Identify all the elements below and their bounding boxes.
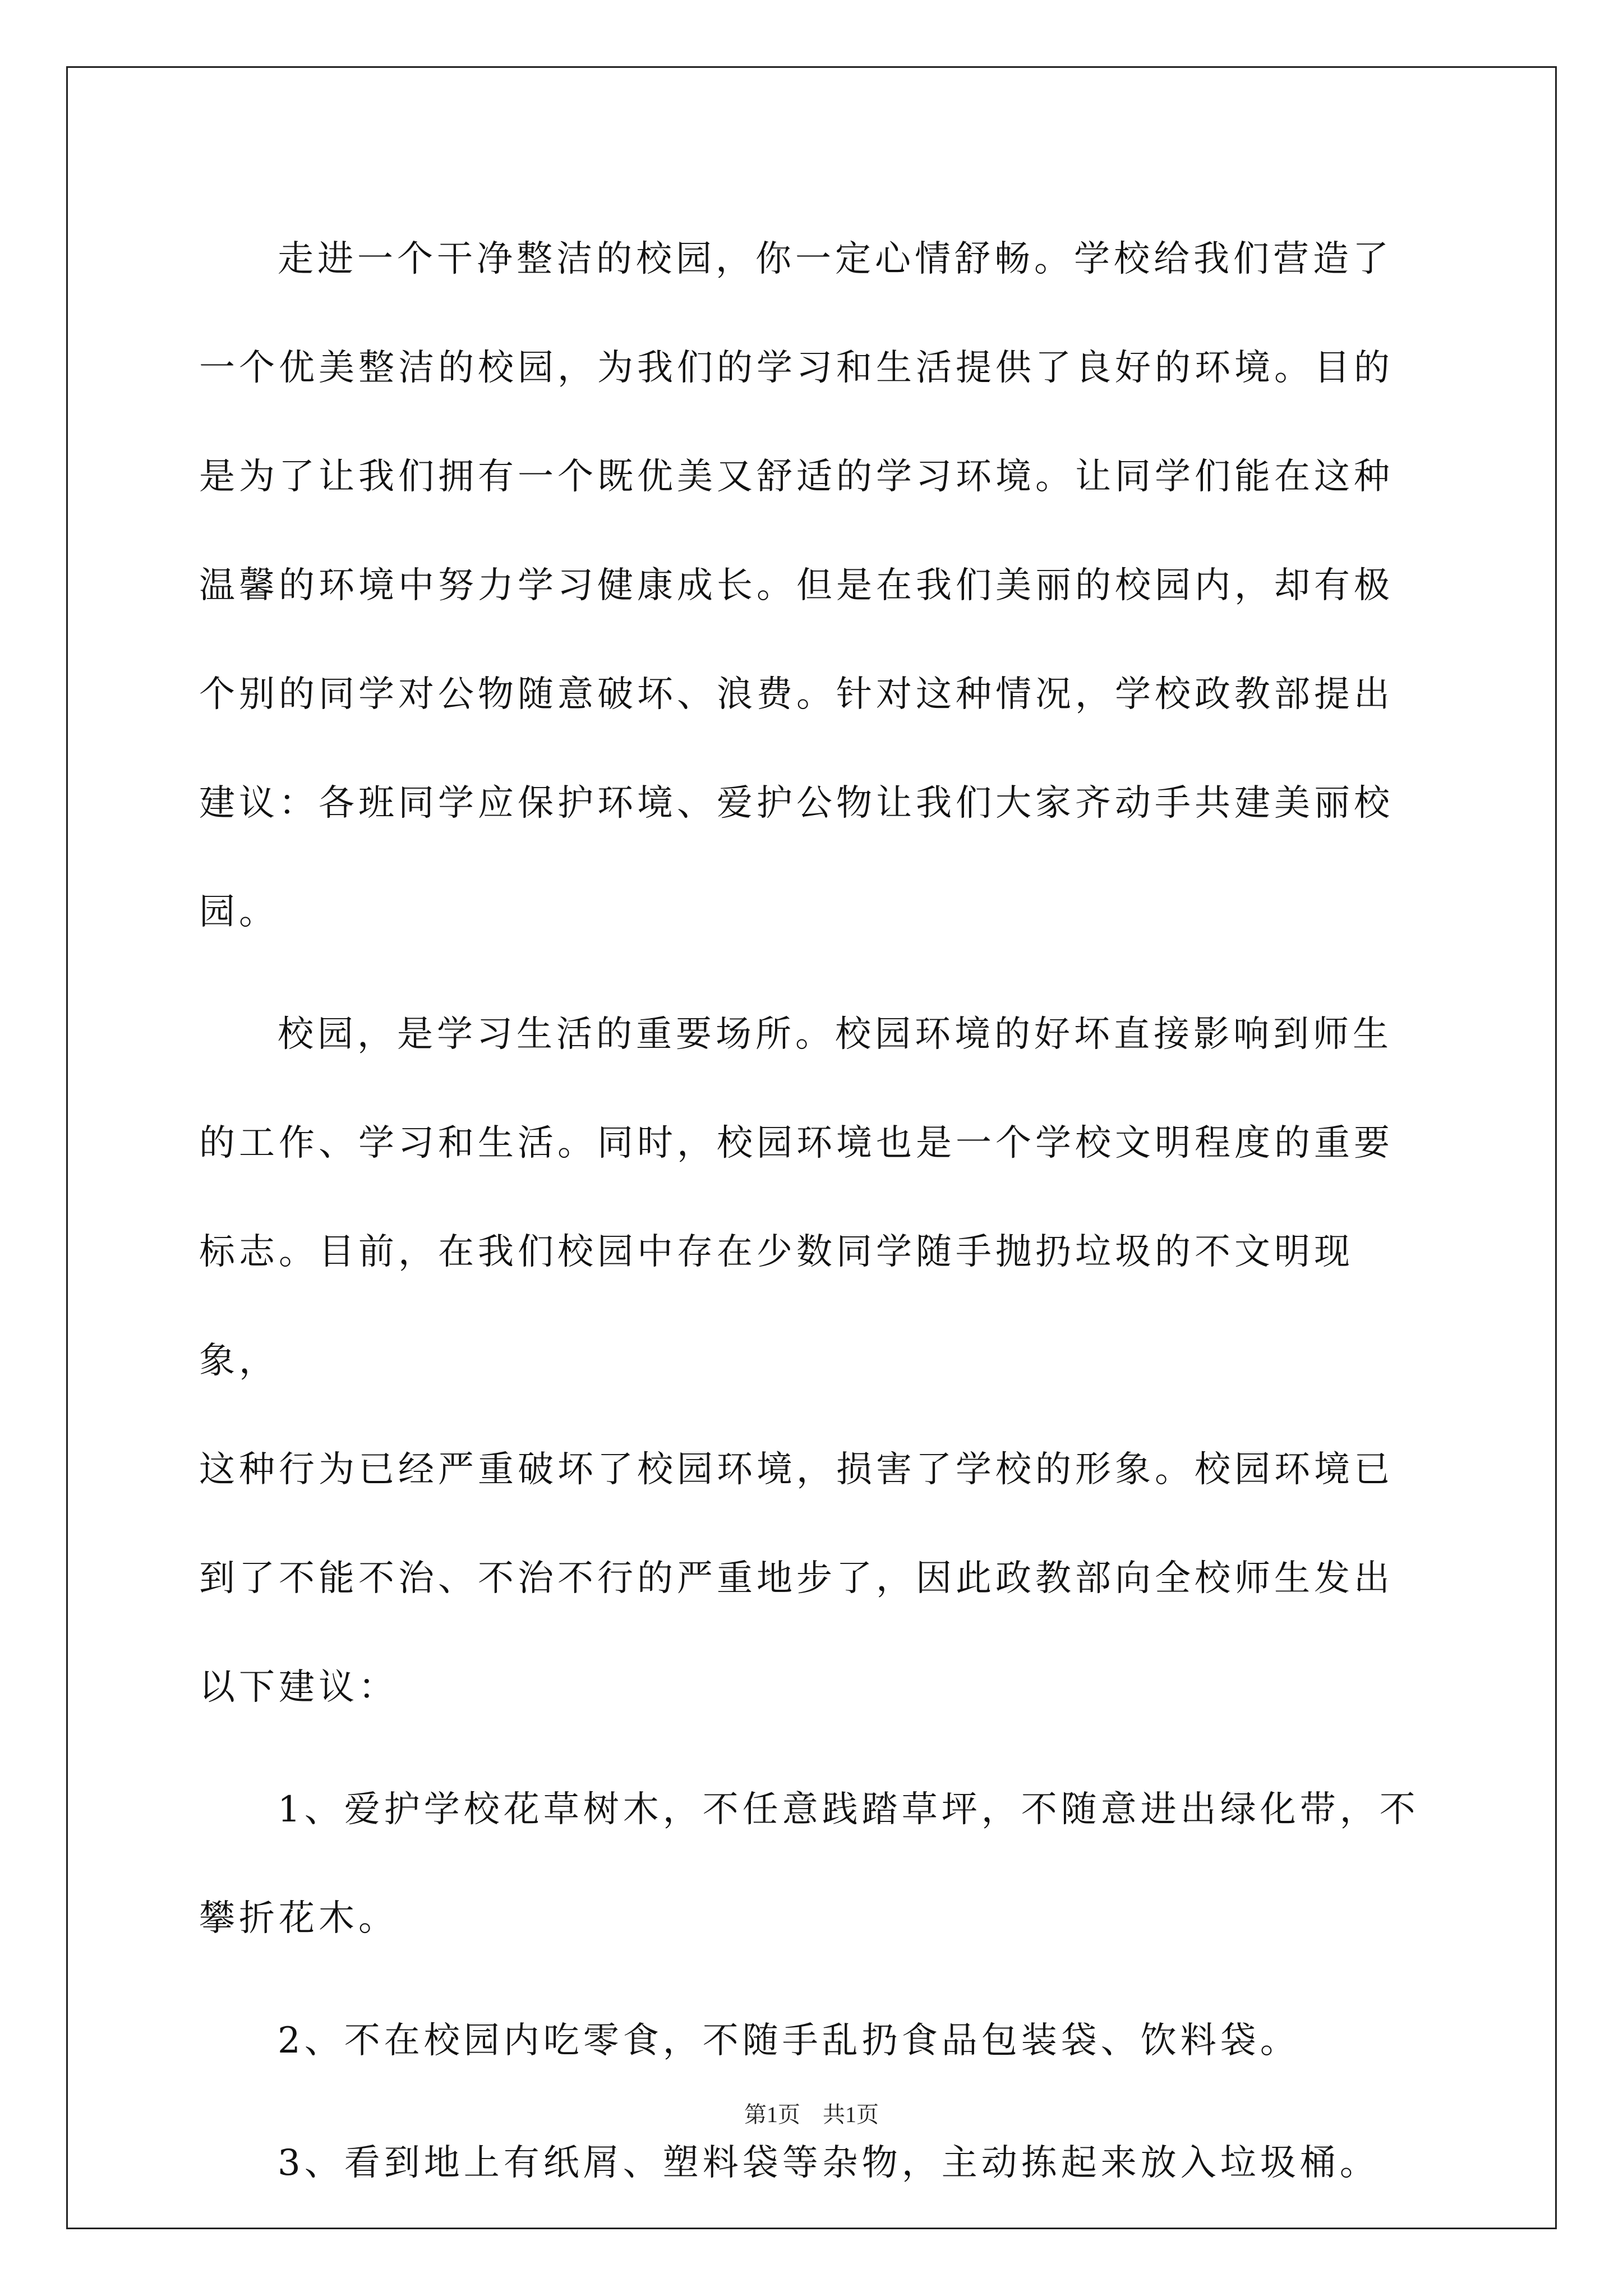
page-number-current: 第1页 (744, 2102, 800, 2127)
paragraph-intro: 走进一个干净整洁的校园，你一定心情舒畅。学校给我们营造了 一个优美整洁的校园，为我们的学习和生活提供了良好的环境。目的 是为了让我们拥有一个既优美又舒适的学习环境。让同学们能在这种 温馨的环境中努力学习健康成长。但是在我们美丽的校园内，却有极 个别的同学对公物随意破坏、浪费。针对这种情况，学校政教部提出 建议：各班同学应保护环境、爱护公物让我们大家齐动手共建美丽校 园。 (199, 238, 1394, 933)
paragraph-campus-environment: 校园，是学习生活的重要场所。校园环境的好坏直接影响到师生 的工作、学习和生活。同时，校园环境也是一个学校文明程度的重要 标志。目前，在我们校园中存在少数同学随手抛扔垃圾的不文明现象， 这种行为已经严重破坏了校园环境，损害了学校的形象。校园环境已 到了不能不治、不治不行的严重地步了，因此政教部向全校师生发出 以下建议： (199, 1014, 1394, 1708)
document-body (199, 205, 1433, 2231)
list-item-suggestion-1: 1、爱护学校花草树木，不任意践踏草坪，不随意进出绿化带，不 攀折花木。 (199, 1789, 1419, 1939)
page-number-total: 共1页 (823, 2102, 879, 2127)
page-footer (0, 2097, 1623, 2129)
list-item-suggestion-3: 3、看到地上有纸屑、塑料袋等杂物，主动拣起来放入垃圾桶。 (278, 2142, 1380, 2184)
list-item-suggestion-2: 2、不在校园内吃零食，不随手乱扔食品包装袋、饮料袋。 (278, 2020, 1300, 2062)
